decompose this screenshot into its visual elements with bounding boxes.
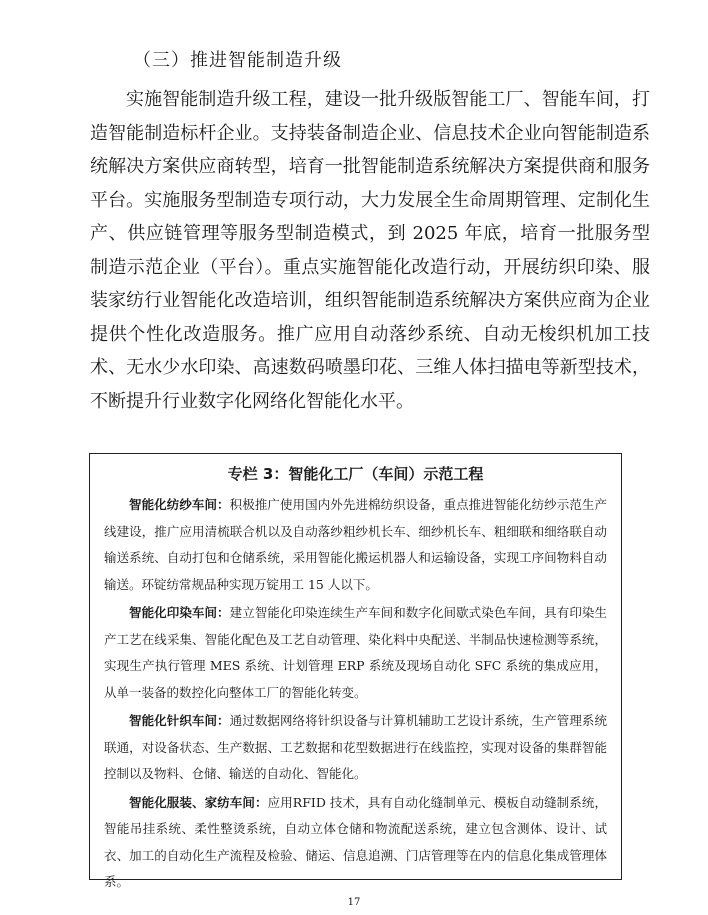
box-section-garment [104, 790, 607, 896]
box-section-text: 通过数据网络将针织设备与计算机辅助工艺设计系统，生产管理系统联通，对设备状态、生产数据、工艺数据和花型数据进行在线监控，实现对设备的集群智能控制以及物料、仓储、输送的自动化、智能化。 [104, 713, 607, 781]
box-section-knitting [104, 708, 607, 788]
box-section-dyeing [104, 600, 607, 706]
feature-box-title: 专栏 3：智能化工厂（车间）示范工程 [227, 465, 484, 483]
box-section-label: 智能化印染车间： [129, 605, 230, 620]
box-section-text: 应用RFID 技术，具有自动化缝制单元、模板自动缝制系统，智能吊挂系统、柔性整烫系统，自动立体仓储和物流配送系统，建立包含测体、设计、试衣、加工的自动化生产流程及检验、储运、信息追溯、门店管理等在内的信息化集成管理体系。 [104, 794, 607, 889]
section-heading: （三）推进智能制造升级 [133, 50, 342, 71]
box-section-label: 智能化针织车间： [129, 713, 230, 728]
box-section-text: 建立智能化印染连续生产车间和数字化间歇式染色车间，具有印染生产工艺在线采集、智能化配色及工艺自动管理、染化料中央配送、半制品快速检测等系统，实现生产执行管理 MES 系统、计划管理 ERP 系统及现场自动化 SFC 系统的集成应用，从单一装备的数控化向整体工厂的智能化转变。 [104, 605, 607, 700]
box-section-label: 智能化服装、家纺车间： [129, 794, 268, 810]
body-paragraph: 实施智能制造升级工程，建设一批升级版智能工厂、智能车间，打造智能制造标杆企业。支持装备制造企业、信息技术企业向智能制造系统解决方案供应商转型，培育一批智能制造系统解决方案提供商和服务平台。实施服务型制造专项行动，大力发展全生命周期管理、定制化生产、供应链管理等服务型制造模式，到 2025 年底，培育一批服务型制造示范企业（平台）。重点实施智能化改造行动，开展纺织印染、服装家纺行业智能化改造培训，组织智能制造系统解决方案供应商为企业提供个性化改造服务。推广应用自动落纱系统、自动无梭织机加工技术、无水少水印染、高速数码喷墨印花、三维人体扫描电等新型技术，不断提升行业数字化网络化智能化水平。 [90, 89, 650, 412]
box-section-label: 智能化纺纱车间： [129, 497, 230, 512]
feature-box [89, 453, 622, 889]
box-section-spinning [104, 492, 607, 598]
page-number: 17 [347, 897, 361, 908]
box-section-text: 积极推广使用国内外先进棉纺织设备，重点推进智能化纺纱示范生产线建设，推广应用清梳联合机以及自动落纱粗纱机长车、细纱机长车、粗细联和细络联自动输送系统、自动打包和仓储系统，采用智能化搬运机器人和运输设备，实现工序间物料自动输送。环锭纺常规品种实现万锭用工 15 人以下。 [104, 497, 607, 592]
